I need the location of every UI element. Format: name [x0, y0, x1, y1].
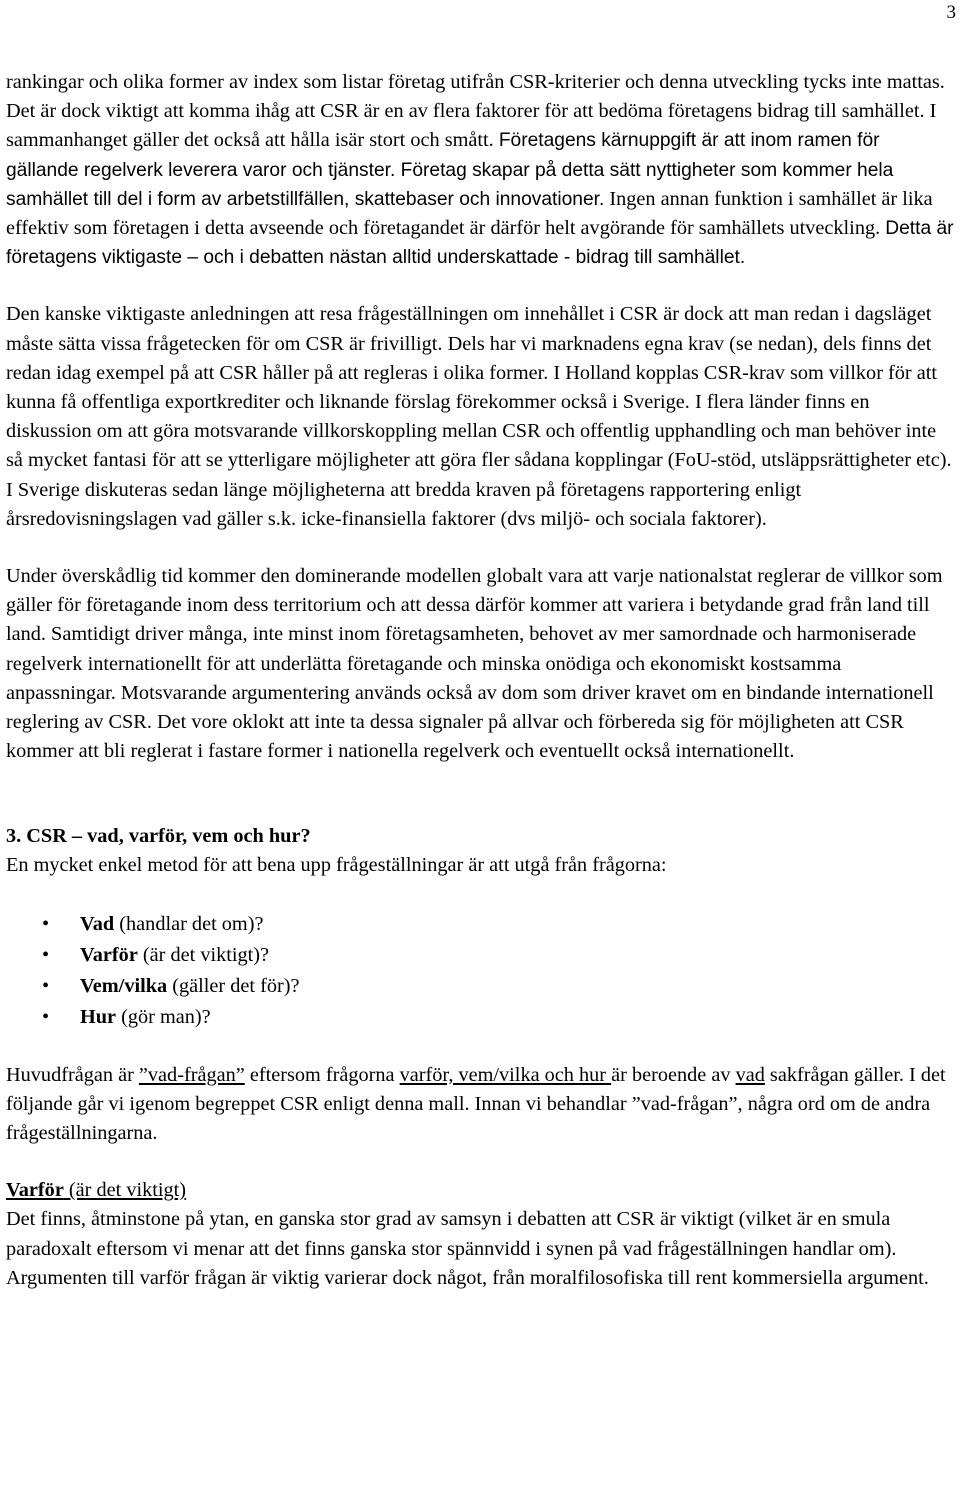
page-number: 3 [946, 2, 956, 23]
main-question-text: eftersom frågorna [244, 1063, 400, 1086]
paragraph-text: Ingen annan funktion i samhället är lika effektiv som företagen i detta avseende och företagandet är därför helt avgörande för samhällets utveckling. [6, 187, 933, 240]
list-item [6, 1002, 956, 1033]
paragraph-csr-voluntary: Den kanske viktigaste anledningen att resa frågeställningen om innehållet i CSR är dock att man redan i dagsläget måste sätta vissa frågetecken för om CSR är frivilligt. Dels har vi marknadens egna krav (se nedan), dels finns det redan idag exempel på att CSR håller på att regleras i olika former. I Holland kopplas CSR-krav som villkor för att kunna få offentliga exportkrediter och liknande förslag förekommer också i Sverige. I flera länder finns en diskussion om att göra motsvarande villkorskoppling mellan CSR och offentlig upphandling och man behöver inte så mycket fantasi för att se ytterligare möjligheter att göra fler sådana kopplingar (FoU-stöd, utsläppsrättigheter etc). I Sverige diskuteras sedan länge möjligheterna att bredda kraven på företagens rapportering enligt årsredovisningslagen vad gäller s.k. icke-finansiella faktorer (dvs miljö- och sociala faktorer). [6, 303, 952, 530]
main-question-underline: vad [735, 1063, 765, 1086]
main-question-text: Huvudfrågan är [6, 1063, 139, 1086]
question-keyword: Varför [80, 943, 138, 966]
section-heading: 3. CSR – vad, varför, vem och hur? [6, 825, 311, 848]
paragraph-regulation: Under överskådlig tid kommer den dominerande modellen globalt vara att varje nationalstat reglerar de villkor som gäller för företagande inom dess territorium och att dessa därför kommer att variera i betydande grad från land till land. Samtidigt driver många, inte minst inom företagsamheten, behovet av mer samordnade och harmoniserade regelverk internationellt för att underlätta företagande och minska onödiga och ekonomiskt kostsamma anpassningar. Motsvarande argumentering används också av dom som driver kravet om en bindande internationell reglering av CSR. Det vore oklokt att inte ta dessa signaler på allvar och förbereda sig för möjligheten att CSR kommer att bli reglerat i fastare former i nationella regelverk och eventuellt också internationellt. [6, 565, 943, 763]
question-text: (handlar det om)? [114, 912, 264, 935]
question-keyword: Hur [80, 1005, 117, 1028]
main-question-underline: ”vad-frågan” [138, 1063, 245, 1086]
paragraph-text-sans: Detta är företagens viktigaste – och i debatten nästan alltid underskattade - bidrag till samhället. [6, 218, 954, 269]
question-text: (är det viktigt)? [137, 943, 270, 966]
bullet-icon: • [42, 974, 50, 997]
question-keyword: Vad [80, 912, 115, 935]
main-question-text: är beroende av [611, 1063, 736, 1086]
subsection-heading-varfor [6, 1176, 956, 1205]
document-body [6, 68, 956, 1293]
list-item [6, 971, 956, 1002]
paragraph-varfor: Det finns, åtminstone på ytan, en ganska stor grad av samsyn i debatten att CSR är viktigt (vilket är en smula paradoxalt eftersom vi menar att det finns ganska stor spännvidd i synen på vad frågeställningen handlar om). Argumenten till varför frågan är viktig varierar dock något, från moralfilosofiska till rent kommersiella argument. [6, 1208, 929, 1289]
list-item [6, 940, 956, 971]
question-text: (gäller det för)? [167, 974, 300, 997]
bullet-icon: • [42, 912, 50, 935]
question-list [6, 909, 956, 1033]
paragraph-main-question [6, 1061, 956, 1149]
question-text: (gör man)? [116, 1005, 211, 1028]
main-question-underline: varför, vem/vilka och hur [399, 1063, 612, 1086]
bullet-icon: • [42, 1005, 50, 1028]
subsection-keyword: Varför [6, 1179, 64, 1202]
question-keyword: Vem/vilka [80, 974, 168, 997]
list-item [6, 909, 956, 940]
paragraph-text-sans: Företagens kärnuppgift är att inom ramen för gällande regelverk leverera varor och tjänster. Företag skapar på detta sätt nyttigheter som kommer hela samhället till del i form av arbetstillfällen, skattebaser och innovationer. [6, 130, 894, 210]
section-intro: En mycket enkel metod för att bena upp frågeställningar är att utgå från frågorna: [6, 854, 667, 877]
bullet-icon: • [42, 943, 50, 966]
main-question-text: sakfrågan gäller. I det följande går vi igenom begreppet CSR enligt denna mall. Innan vi behandlar ”vad-frågan”, några ord om de andra frågeställningarna. [6, 1063, 946, 1145]
paragraph-csr-rankings [6, 68, 956, 272]
subsection-qualifier: (är det viktigt) [63, 1179, 187, 1202]
paragraph-text: rankingar och olika former av index som listar företag utifrån CSR-kriterier och denna utveckling tycks inte mattas. Det är dock viktigt att komma ihåg att CSR är en av flera faktorer för att bedöma företagens bidrag till samhället. I sammanhanget gäller det också att hålla isär stort och smått. [6, 71, 945, 152]
